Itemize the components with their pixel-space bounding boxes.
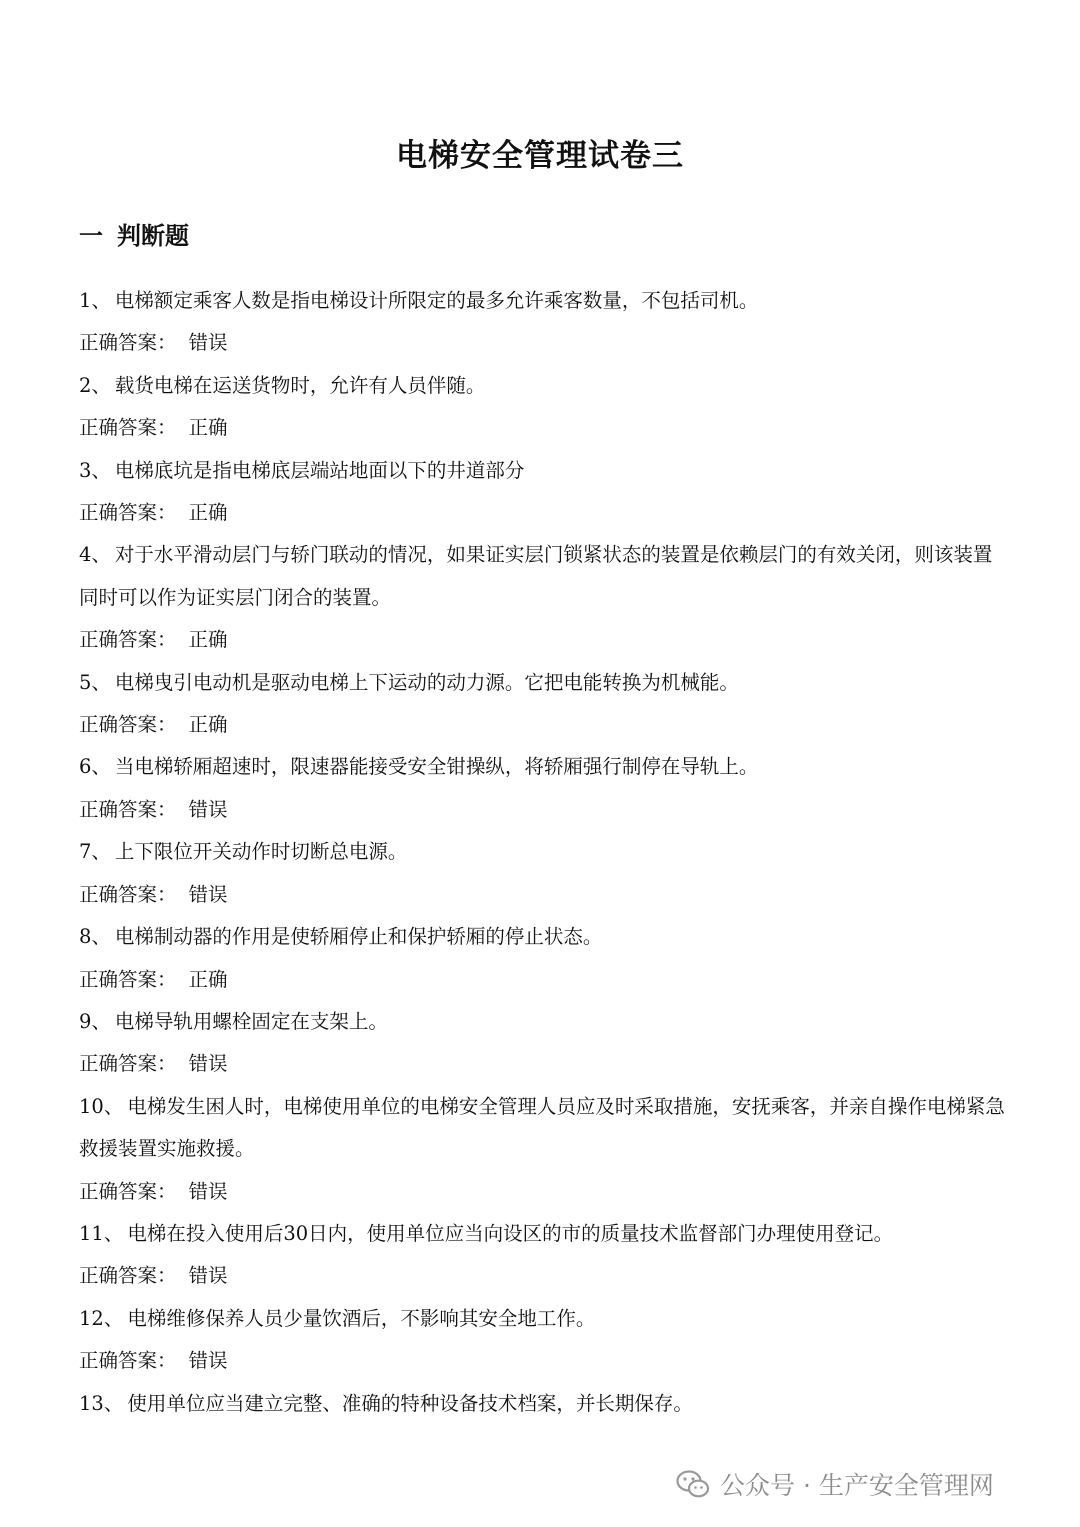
question-item [79,662,1009,704]
answer-line [79,322,1009,364]
answer-value: 错误 [188,797,228,821]
question-text: 电梯导轨用螺栓固定在支架上。 [114,1009,388,1033]
question-text: 当电梯轿厢超速时，限速器能接受安全钳操纵，将轿厢强行制停在导轨上。 [114,755,759,779]
section-heading [79,216,189,256]
question-item [79,1383,1009,1425]
question-number: 3、 [79,458,111,482]
answer-line [79,492,1009,534]
question-text: 电梯额定乘客人数是指电梯设计所限定的最多允许乘客数量，不包括司机。 [114,289,759,312]
question-item [79,365,1009,407]
question-number: 7、 [79,840,111,864]
answer-label: 正确答案： [79,1264,177,1288]
question-item [79,450,1009,492]
page-title: 电梯安全管理试卷三 [396,138,684,174]
answer-value: 正确 [188,416,228,440]
question-text: 电梯维修保养人员少量饮酒后，不影响其安全地工作。 [127,1306,596,1330]
section-number: 一 [79,222,103,250]
wechat-icon [676,1469,710,1499]
answer-line [79,704,1009,746]
answer-label: 正确答案： [79,967,177,991]
answer-label: 正确答案： [79,501,177,525]
question-list [79,280,1009,1425]
question-number: 5、 [79,670,111,694]
answer-value: 正确 [188,501,228,525]
answer-label: 正确答案： [79,1052,177,1076]
question-number: 4、 [79,543,111,567]
answer-label: 正确答案： [79,713,177,737]
answer-line [79,1340,1009,1382]
question-item [79,916,1009,958]
answer-value: 错误 [188,1264,228,1288]
answer-value: 正确 [188,967,228,991]
question-text: 使用单位应当建立完整、准确的特种设备技术档案，并长期保存。 [127,1391,693,1415]
answer-value: 错误 [188,1349,228,1373]
answer-line [79,874,1009,916]
question-text: 电梯曳引电动机是驱动电梯上下运动的动力源。它把电能转换为机械能。 [114,670,739,694]
question-number: 6、 [79,755,111,779]
answer-value: 正确 [188,713,228,737]
answer-label: 正确答案： [79,882,177,906]
question-number: 13、 [79,1391,124,1415]
answer-value: 错误 [188,882,228,906]
answer-line [79,789,1009,831]
answer-label: 正确答案： [79,1179,177,1203]
answer-label: 正确答案： [79,416,177,440]
answer-line [79,959,1009,1001]
question-text: 电梯制动器的作用是使轿厢停止和保护轿厢的停止状态。 [114,925,603,949]
answer-label: 正确答案： [79,628,177,652]
answer-line [79,1171,1009,1213]
question-item [79,1001,1009,1043]
answer-line [79,407,1009,449]
watermark-text: 公众号 · 生产安全管理网 [720,1471,994,1500]
answer-line [79,1043,1009,1085]
section-title: 判断题 [117,222,189,250]
answer-label: 正确答案： [79,331,177,355]
answer-line [79,1255,1009,1297]
question-number: 10、 [79,1094,124,1118]
question-item [79,534,1009,619]
question-item [79,1213,1009,1255]
question-text: 对于水平滑动层门与轿门联动的情况，如果证实层门锁紧状态的装置是依赖层门的有效关闭，则该装置同时可以作为证实层门闭合的装置。 [79,543,993,609]
answer-line [79,619,1009,661]
question-item [79,1086,1009,1171]
answer-value: 错误 [188,1179,228,1203]
question-number: 12、 [79,1306,124,1330]
answer-label: 正确答案： [79,1349,177,1373]
question-number: 11、 [79,1221,124,1245]
question-item [79,831,1009,873]
question-number: 8、 [79,925,111,949]
question-number: 9、 [79,1009,111,1033]
question-number: 1、 [79,289,111,312]
question-text: 电梯在投入使用后30日内，使用单位应当向设区的市的质量技术监督部门办理使用登记。 [127,1221,894,1245]
answer-value: 错误 [188,1052,228,1076]
watermark [676,1462,994,1506]
question-text: 电梯底坑是指电梯底层端站地面以下的井道部分 [114,458,525,482]
question-item [79,1298,1009,1340]
question-text: 载货电梯在运送货物时，允许有人员伴随。 [114,373,486,397]
question-item [79,746,1009,788]
question-text: 上下限位开关动作时切断总电源。 [114,840,408,864]
question-number: 2、 [79,373,111,397]
question-item [79,280,1009,322]
answer-value: 错误 [188,331,228,355]
question-text: 电梯发生困人时，电梯使用单位的电梯安全管理人员应及时采取措施，安抚乘客，并亲自操作电梯紧急救援装置实施救援。 [79,1094,1005,1161]
answer-label: 正确答案： [79,797,177,821]
answer-value: 正确 [188,628,228,652]
